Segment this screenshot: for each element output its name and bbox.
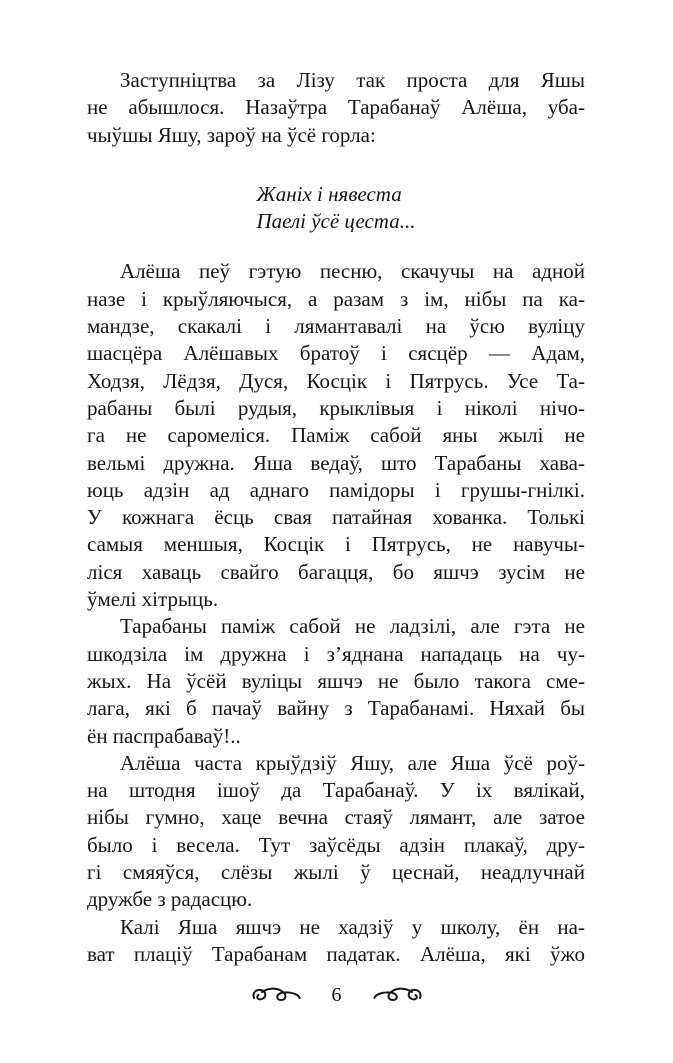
text-line: самыя меншыя, Косцік і Пятрусь, не навучы-	[87, 532, 585, 557]
text-line: Заступніцтва за Лізу так проста для Яшы	[120, 68, 585, 92]
text-line: было і весела. Тут заўсёды адзін плакаў, дру-	[87, 832, 585, 857]
paragraph	[87, 613, 585, 749]
verse-inner	[257, 181, 416, 236]
paragraph	[87, 750, 585, 914]
page-footer	[0, 979, 673, 1011]
text-line: вельмі дружна. Яша ведаў, што Тарабаны хава-	[87, 450, 585, 475]
text-line: ён паспрабаваў!..	[87, 723, 241, 748]
text-line: га не саромеліся. Паміж сабой яны жылі не	[87, 423, 585, 448]
text-line: назе і крыўляючыся, а разам з ім, нібы па ка-	[87, 286, 585, 311]
text-line: ліся хаваць свайго багацця, бо яшчэ зусім не	[87, 559, 585, 584]
text-line: нібы гумно, хаце вечна стаяў лямант, але затое	[87, 805, 585, 830]
text-line: ват плаціў Тарабанам падатак. Алёша, які ўжо	[87, 941, 585, 966]
text-line: Тарабаны паміж сабой не ладзілі, але гэта не	[120, 614, 585, 639]
paragraph	[87, 914, 585, 969]
text-block	[87, 67, 585, 968]
text-line: лага, які б пачаў вайну з Тарабанамі. Няхай бы	[87, 696, 585, 721]
scroll-flourish-icon	[372, 986, 424, 1004]
scroll-flourish-icon	[250, 986, 302, 1004]
paragraph	[87, 258, 585, 613]
text-line: шасцёра Алёшавых братоў і сясцёр — Адам,	[87, 341, 585, 366]
text-line: не абышлося. Назаўтра Тарабанаў Алёша, уба-	[87, 95, 585, 120]
text-line: рабаны былі рудыя, крыклівыя і ніколі нічо-	[87, 395, 585, 420]
text-line: мандзе, скакалі і лямантавалі на ўсю вуліцу	[87, 314, 585, 339]
text-line: дружбе з радасцю.	[87, 887, 253, 912]
text-line: Калі Яша яшчэ не хадзіў у школу, ён на-	[120, 914, 585, 939]
text-line: на штодня ішоў да Тарабанаў. У іх вялікай,	[87, 778, 585, 803]
verse-line: Паелі ўсё цеста...	[256, 209, 416, 234]
paragraph	[87, 67, 585, 149]
text-line: чыўшы Яшу, зароў на ўсё горла:	[87, 122, 376, 147]
verse-block	[87, 181, 585, 236]
text-line: юць адзін ад аднаго памідоры і грушы-гнілкі.	[87, 477, 585, 502]
page-number: 6	[331, 984, 342, 1006]
text-line: жых. На ўсёй вуліцы яшчэ не было такога сме-	[87, 668, 585, 693]
text-line: Алёша пеў гэтую песню, скачучы на адной	[120, 259, 585, 284]
text-line: У кожнага ёсць свая патайная хованка. Толькі	[87, 505, 585, 530]
verse-line: Жаніх і нявеста	[256, 181, 402, 206]
text-line: шкодзіла ім дружна і з’яднана нападаць на чу-	[87, 641, 585, 666]
text-line: гі смяяўся, слёзы жылі ў цеснай, неадлучнай	[87, 860, 585, 885]
text-line: Ходзя, Лёдзя, Дуся, Косцік і Пятрусь. Усе Та-	[87, 368, 585, 393]
text-line: ўмелі хітрыць.	[87, 587, 219, 612]
text-line: Алёша часта крыўдзіў Яшу, але Яша ўсё роў-	[120, 750, 585, 775]
